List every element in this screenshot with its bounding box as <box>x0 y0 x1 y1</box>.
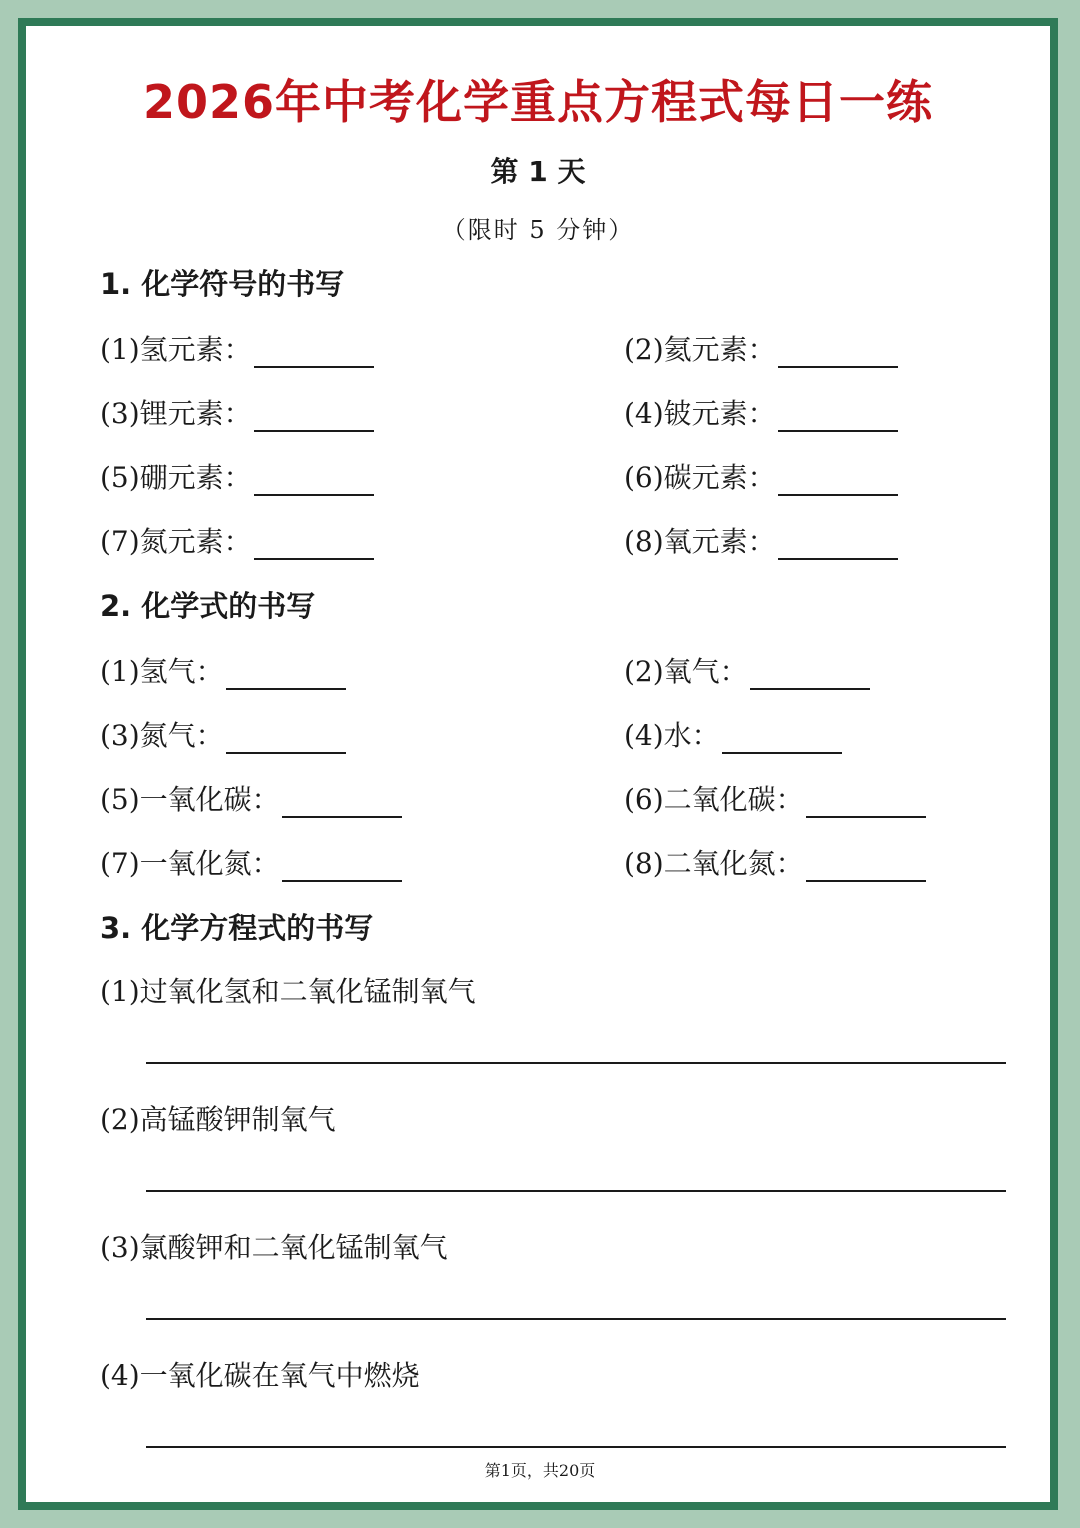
s1-item-2-label: (2)氦元素： <box>624 333 776 366</box>
answer-blank[interactable] <box>722 724 842 754</box>
s1-item-8-label: (8)氧元素： <box>624 525 776 558</box>
s1-item-6 <box>624 456 898 496</box>
s3-item-4-label: (4)一氧化碳在氧气中燃烧 <box>100 1359 420 1392</box>
s3-item-1-label: (1)过氧化氢和二氧化锰制氧气 <box>100 975 476 1008</box>
s2-item-2-label: (2)氧气： <box>624 655 748 688</box>
time-limit: （限时 5 分钟） <box>441 216 635 244</box>
s2-item-6-label: (6)二氧化碳： <box>624 783 804 816</box>
s2-item-8-label: (8)二氧化氮： <box>624 847 804 880</box>
s2-item-8 <box>624 842 926 882</box>
s2-item-7-label: (7)一氧化氮： <box>100 847 280 880</box>
s1-item-1-label: (1)氢元素： <box>100 333 252 366</box>
s2-item-5 <box>100 778 402 818</box>
worksheet-page <box>26 26 1050 1502</box>
answer-blank[interactable] <box>226 724 346 754</box>
s2-item-4-label: (4)水： <box>624 719 720 752</box>
answer-line[interactable] <box>146 1062 1006 1064</box>
s2-item-4 <box>624 714 842 754</box>
day-label: 第 1 天 <box>490 155 586 188</box>
s2-item-3-label: (3)氮气： <box>100 719 224 752</box>
answer-line[interactable] <box>146 1190 1006 1192</box>
answer-blank[interactable] <box>778 466 898 496</box>
s1-item-1 <box>100 328 374 368</box>
s1-item-8 <box>624 520 898 560</box>
answer-blank[interactable] <box>254 338 374 368</box>
s1-item-4-label: (4)铍元素： <box>624 397 776 430</box>
s2-item-1-label: (1)氢气： <box>100 655 224 688</box>
answer-blank[interactable] <box>778 530 898 560</box>
s2-item-5-label: (5)一氧化碳： <box>100 783 280 816</box>
answer-blank[interactable] <box>282 788 402 818</box>
s1-item-7 <box>100 520 374 560</box>
s1-item-3-label: (3)锂元素： <box>100 397 252 430</box>
page-frame <box>18 18 1058 1510</box>
s1-item-7-label: (7)氮元素： <box>100 525 252 558</box>
answer-blank[interactable] <box>750 660 870 690</box>
s2-item-1 <box>100 650 346 690</box>
section-3-heading: 3. 化学方程式的书写 <box>100 911 374 945</box>
page-title: 2026年中考化学重点方程式每日一练 <box>142 75 934 129</box>
s1-item-3 <box>100 392 374 432</box>
s3-item-2-label: (2)高锰酸钾制氧气 <box>100 1103 336 1136</box>
section-2-heading: 2. 化学式的书写 <box>100 589 316 623</box>
s2-item-6 <box>624 778 926 818</box>
section-1-heading: 1. 化学符号的书写 <box>100 267 345 301</box>
answer-blank[interactable] <box>806 852 926 882</box>
answer-line[interactable] <box>146 1318 1006 1320</box>
s2-item-3 <box>100 714 346 754</box>
s1-item-5-label: (5)硼元素： <box>100 461 252 494</box>
s3-item-3-label: (3)氯酸钾和二氧化锰制氧气 <box>100 1231 448 1264</box>
answer-line[interactable] <box>146 1446 1006 1448</box>
answer-blank[interactable] <box>254 466 374 496</box>
s2-item-2 <box>624 650 870 690</box>
s2-item-7 <box>100 842 402 882</box>
answer-blank[interactable] <box>254 402 374 432</box>
answer-blank[interactable] <box>778 402 898 432</box>
answer-blank[interactable] <box>226 660 346 690</box>
s1-item-6-label: (6)碳元素： <box>624 461 776 494</box>
answer-blank[interactable] <box>778 338 898 368</box>
answer-blank[interactable] <box>806 788 926 818</box>
page-footer: 第1页，共20页 <box>484 1461 596 1480</box>
answer-blank[interactable] <box>282 852 402 882</box>
s1-item-4 <box>624 392 898 432</box>
answer-blank[interactable] <box>254 530 374 560</box>
s1-item-2 <box>624 328 898 368</box>
s1-item-5 <box>100 456 374 496</box>
